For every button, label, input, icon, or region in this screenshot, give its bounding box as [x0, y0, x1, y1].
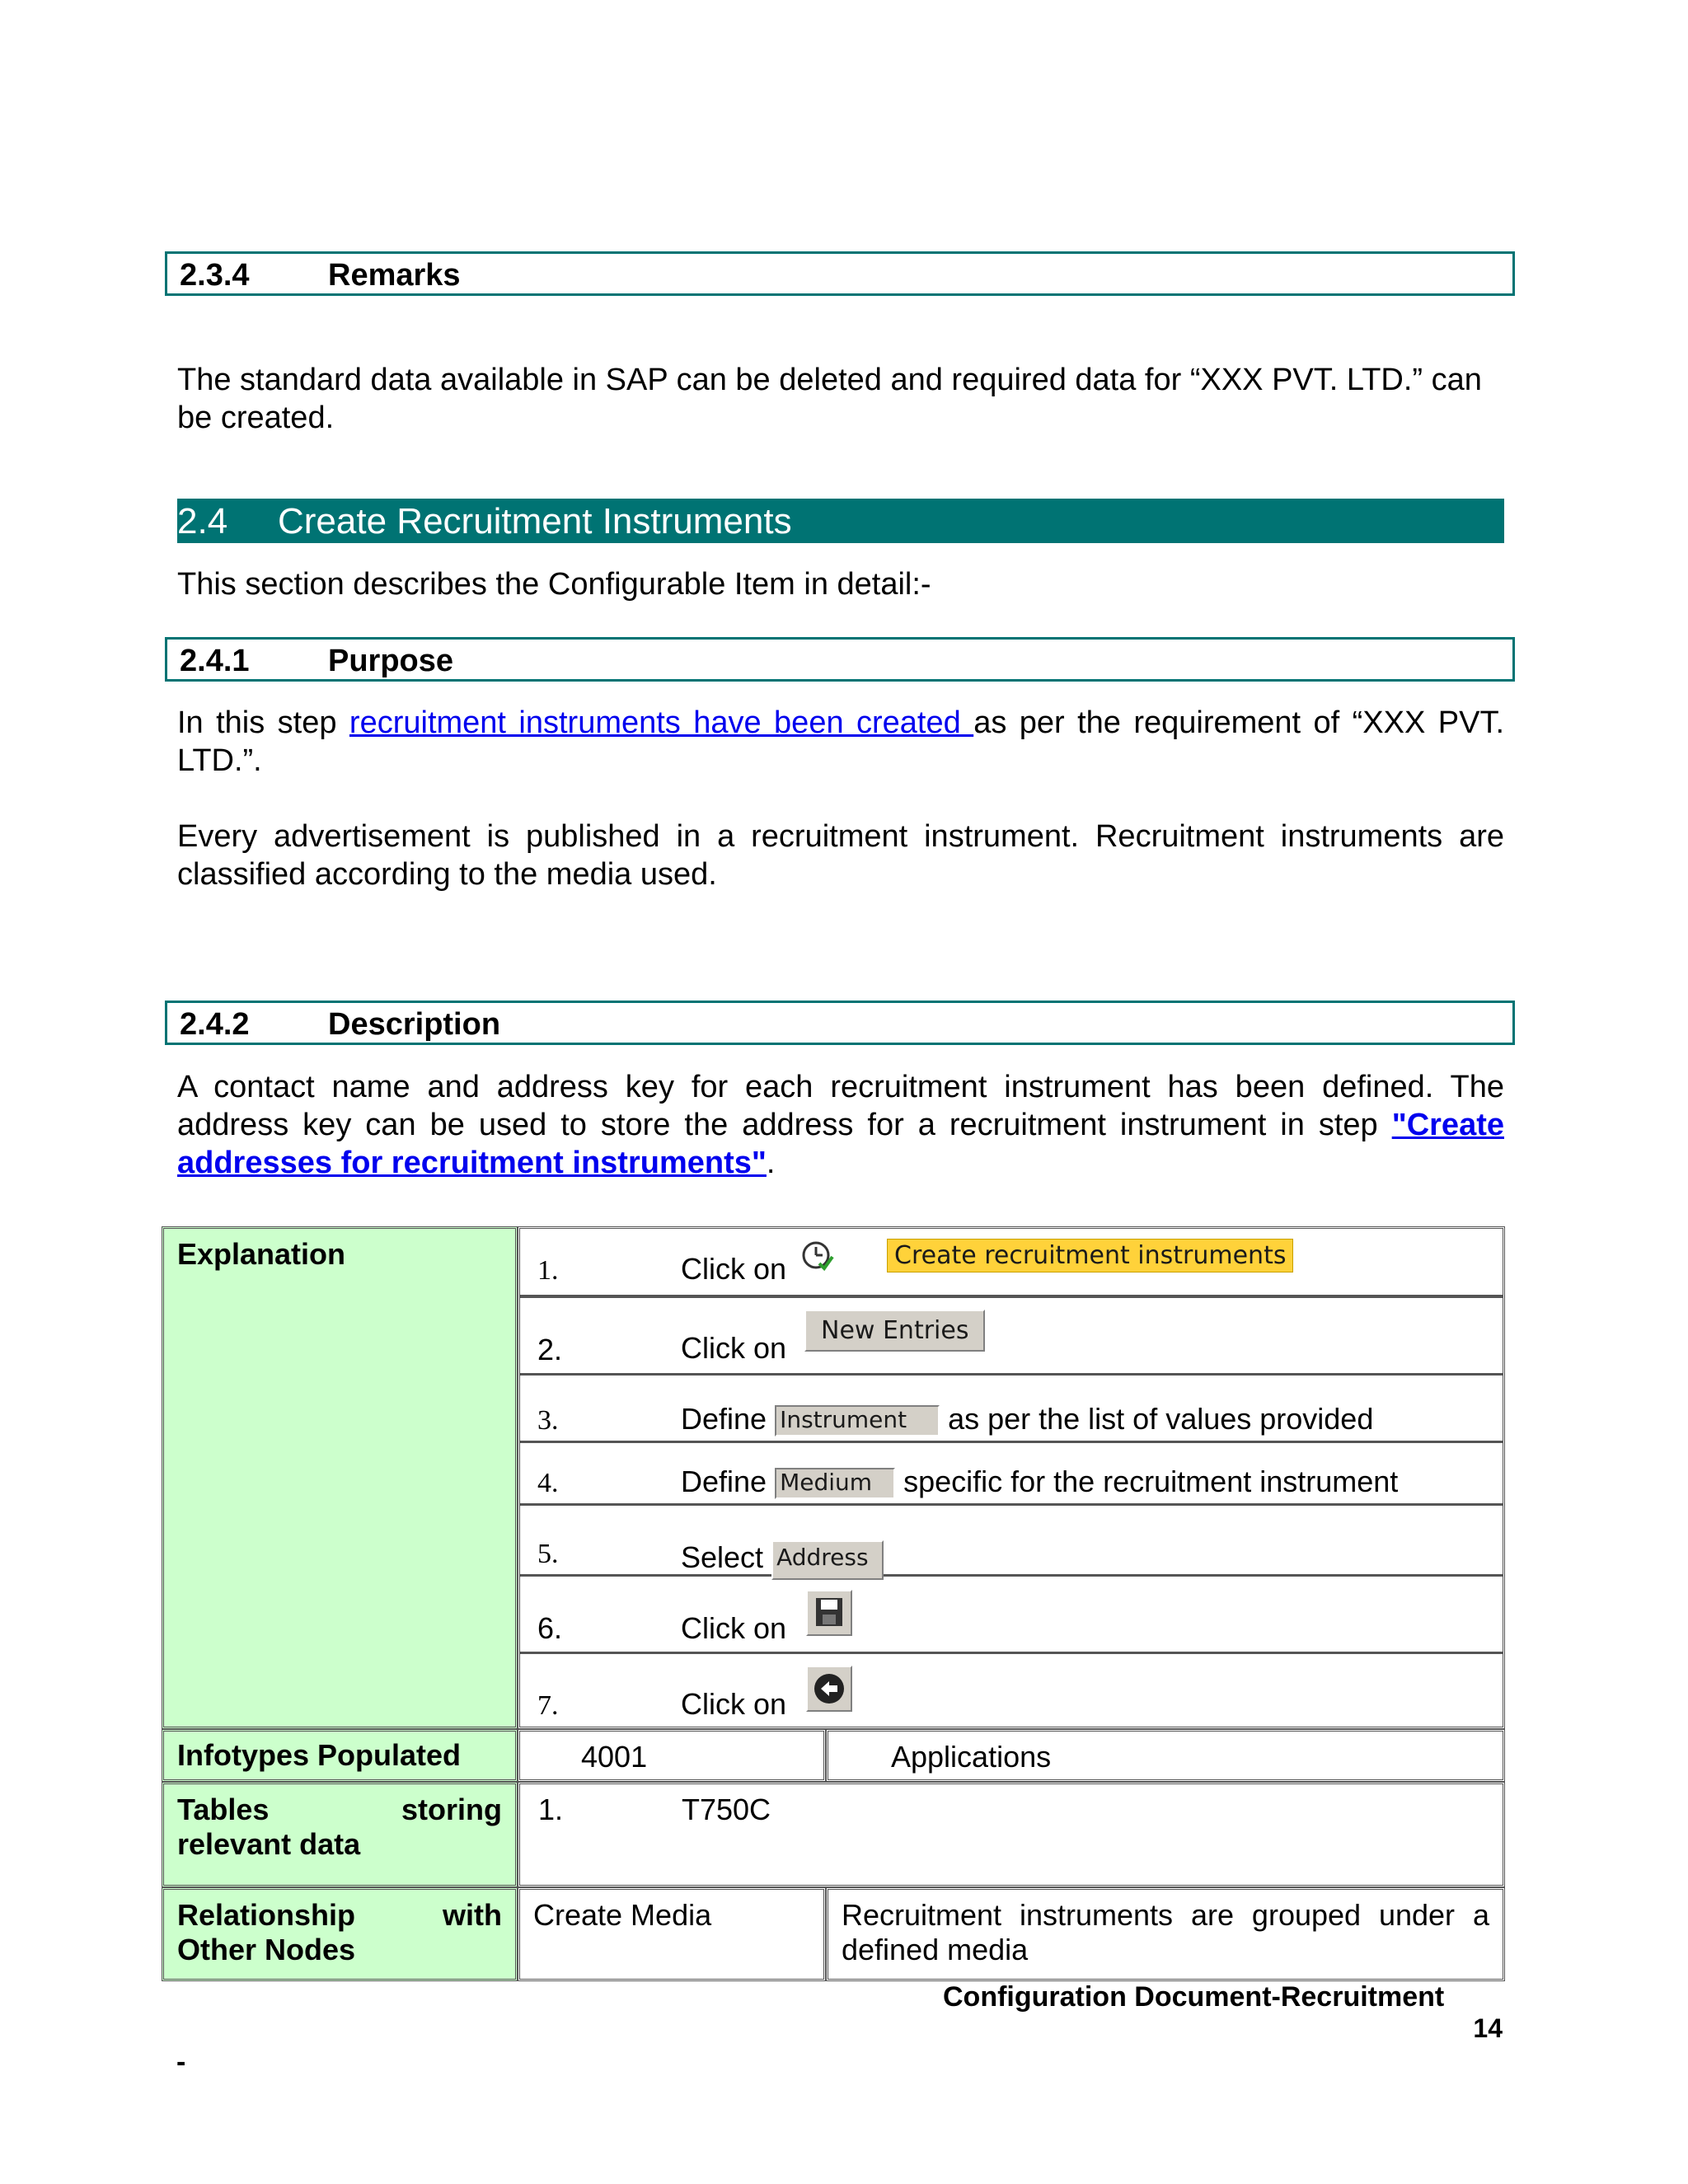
relationship-desc: Recruitment instruments are grouped under a defined media: [842, 1898, 1489, 1966]
step-verb: Click on: [681, 1331, 787, 1365]
section-number: 2.3.4: [180, 258, 250, 293]
explanation-label: Explanation: [177, 1237, 346, 1271]
section-header-description: [165, 1001, 1515, 1045]
step-number: 7.: [537, 1690, 559, 1721]
step-text: [681, 1465, 1398, 1499]
footer-document-title: Configuration Document-Recruitment: [943, 1981, 1445, 2013]
tables-label-line-1: [177, 1793, 502, 1827]
tables-label-word: storing: [401, 1793, 502, 1826]
infotypes-label-cell: [162, 1729, 518, 1782]
execute-clock-icon[interactable]: [799, 1239, 836, 1275]
footer-page-number: 14: [1473, 2013, 1503, 2043]
tables-label-word: Tables: [177, 1793, 270, 1826]
section-banner-main: [177, 499, 1504, 543]
relationship-desc-cell: [826, 1887, 1505, 1981]
step-verb: Define: [681, 1465, 767, 1498]
instrument-field[interactable]: Instrument: [775, 1405, 940, 1436]
step-row-7: [519, 1654, 1503, 1727]
step-verb: Select: [681, 1540, 764, 1574]
section-header-remarks: [165, 251, 1515, 296]
section-number: 2.4.1: [180, 644, 250, 678]
step-row-1: [519, 1229, 1503, 1298]
infotype-number: 4001: [581, 1740, 648, 1774]
step-row-4: [519, 1443, 1503, 1506]
description-tail: .: [766, 1146, 776, 1180]
medium-field[interactable]: Medium: [775, 1468, 895, 1499]
remarks-paragraph: The standard data available in SAP can be deleted and required data for “XXX PVT. LTD.” can be created.: [177, 363, 1482, 435]
tables-label-line-2: relevant data: [177, 1827, 361, 1861]
relationship-label: [177, 1898, 502, 1967]
step-verb: Define: [681, 1402, 767, 1436]
step-verb: Click on: [681, 1687, 787, 1721]
step-after-text: specific for the recruitment instrument: [903, 1465, 1399, 1498]
step-row-2: [519, 1301, 1503, 1376]
step-verb: Click on: [681, 1252, 787, 1286]
step-after-text: as per the list of values provided: [948, 1402, 1374, 1436]
relationship-node-cell: [518, 1887, 826, 1981]
step-row-5: [519, 1506, 1503, 1577]
purpose-lead-text: In this step: [177, 705, 349, 740]
purpose-paragraph-2: Every advertisement is published in a recruitment instrument. Recruitment instruments are classified according to the media used.: [177, 819, 1504, 892]
tables-value: T750C: [682, 1793, 771, 1826]
section-title: Remarks: [328, 258, 461, 293]
section-header-purpose: [165, 637, 1515, 682]
purpose-paragraph: [177, 704, 1504, 780]
section-number: 2.4.2: [180, 1007, 250, 1042]
section-number: 2.4: [177, 501, 228, 541]
relationship-node: Create Media: [533, 1898, 712, 1932]
save-icon[interactable]: [806, 1590, 852, 1636]
create-recruitment-instruments-button[interactable]: Create recruitment instruments: [887, 1239, 1293, 1272]
tables-label: [177, 1793, 502, 1862]
relationship-label-line-1: [177, 1898, 502, 1933]
infotype-number-cell: [518, 1729, 826, 1782]
step-number: 6.: [537, 1611, 563, 1645]
step-number: 5.: [537, 1539, 559, 1569]
create-addresses-link[interactable]: "Create addresses for recruitment instruments": [177, 1108, 1504, 1180]
explanation-label-cell: [162, 1226, 518, 1729]
step-text: [681, 1535, 884, 1575]
relationship-label-cell: [162, 1887, 518, 1981]
step-number: 4.: [537, 1468, 559, 1498]
purpose-link[interactable]: recruitment instruments have been created: [349, 705, 974, 740]
step-number: 1.: [537, 1255, 559, 1286]
section-title: Purpose: [328, 644, 454, 678]
section-title: Description: [328, 1007, 501, 1042]
back-icon[interactable]: [806, 1666, 852, 1712]
step-verb: Click on: [681, 1611, 787, 1645]
tables-number: 1.: [538, 1793, 564, 1826]
footer-dash: -: [176, 2046, 186, 2078]
infotypes-label: Infotypes Populated: [177, 1738, 462, 1772]
intro-paragraph: This section describes the Configurable Item in detail:-: [177, 567, 931, 602]
purpose-tail-text: as per the requirement of “XXX PVT. LTD.”.: [177, 705, 1505, 778]
new-entries-button[interactable]: New Entries: [804, 1310, 985, 1352]
infotype-name: Applications: [891, 1740, 1052, 1774]
step-text: [681, 1402, 1373, 1436]
step-number: 3.: [537, 1405, 559, 1436]
relationship-label-line-2: Other Nodes: [177, 1933, 356, 1966]
relationship-label-word: Relationship: [177, 1898, 356, 1932]
step-number: 2.: [537, 1333, 563, 1366]
step-row-3: [519, 1376, 1503, 1443]
description-text: A contact name and address key for each recruitment instrument has been defined. The address key can be used to store the address for a recruitment instrument in step: [177, 1070, 1504, 1142]
section-title: Create Recruitment Instruments: [278, 501, 792, 541]
description-paragraph: [177, 1068, 1504, 1182]
infotype-name-cell: [826, 1729, 1505, 1782]
address-button[interactable]: Address: [771, 1540, 884, 1580]
tables-value-cell: [518, 1782, 1505, 1887]
tables-label-cell: [162, 1782, 518, 1887]
relationship-label-word: with: [443, 1898, 502, 1932]
step-row-6: [519, 1577, 1503, 1654]
